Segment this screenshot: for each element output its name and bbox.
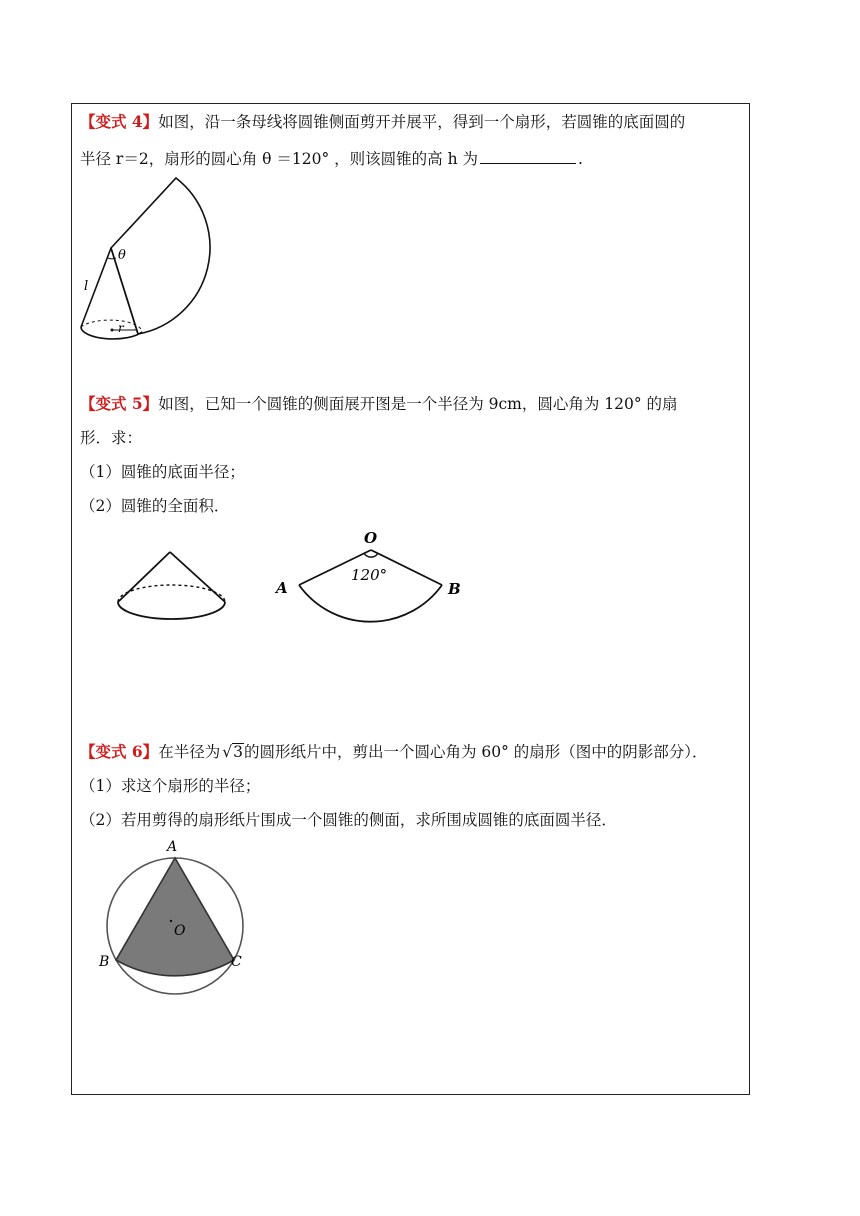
sqrt-radicand: 3 [233, 743, 243, 761]
problem-6-tag: 【变式 6】 [80, 742, 159, 761]
label-o: O [174, 923, 186, 939]
cone-unfold-figure [78, 172, 218, 352]
label-b: B [448, 580, 461, 598]
problem-6-text-1b: 的圆形纸片中，剪出一个圆心角为 60° 的扇形（图中的阴影部分）． [243, 743, 708, 761]
label-o: O [364, 529, 378, 547]
problem-4-period: . [577, 150, 583, 168]
problem-4-line-1 [80, 111, 685, 133]
problem-5-text-1: 如图，已知一个圆锥的侧面展开图是一个半径为 9cm，圆心角为 120° 的扇 [158, 395, 678, 413]
sector-figure [275, 528, 475, 628]
center-dot [170, 920, 172, 922]
problem-6-sub-2: （2）若用剪得的扇形纸片围成一个圆锥的侧面，求所围成圆锥的底面圆半径． [80, 811, 617, 829]
label-c: C [231, 954, 242, 970]
problem-6-line-1 [80, 741, 708, 763]
theta-arc [108, 258, 116, 259]
problem-5-sub-1: （1）圆锥的底面半径； [80, 463, 245, 481]
radius-label: r [118, 321, 124, 335]
label-a: A [276, 579, 288, 597]
sector-outline [111, 178, 210, 334]
base-center [111, 329, 114, 332]
label-b: B [99, 954, 110, 970]
arc-ab [299, 585, 442, 622]
label-a: A [167, 839, 178, 855]
theta-label: θ [118, 248, 126, 263]
answer-blank[interactable] [480, 147, 576, 164]
cone-figure [113, 548, 233, 648]
problem-5-line-2: 形．求： [80, 429, 143, 447]
circle-sector-figure [95, 835, 265, 995]
sqrt-expression: √3 [222, 743, 243, 761]
problem-4-tag: 【变式 4】 [80, 112, 159, 131]
angle-arc [364, 553, 378, 557]
problem-4-line-2 [80, 147, 583, 170]
problem-5-sub-2: （2）圆锥的全面积． [80, 497, 230, 515]
problem-4-text-1: 如图，沿一条母线将圆锥侧面剪开并展平，得到一个扇形，若圆锥的底面圆的 [158, 113, 686, 131]
slant-label: l [84, 279, 89, 294]
shaded-sector [116, 858, 234, 976]
problem-4-text-2: 半径 r＝2，扇形的圆心角 θ ＝120° ，则该圆锥的高 h 为 [80, 150, 478, 168]
problem-5-line-1 [80, 393, 678, 415]
problem-6-sub-1: （1）求这个扇形的半径； [80, 777, 261, 795]
label-angle: 120° [351, 566, 388, 584]
problem-5-tag: 【变式 5】 [80, 394, 159, 413]
problem-6-text-1a: 在半径为 [158, 743, 221, 761]
